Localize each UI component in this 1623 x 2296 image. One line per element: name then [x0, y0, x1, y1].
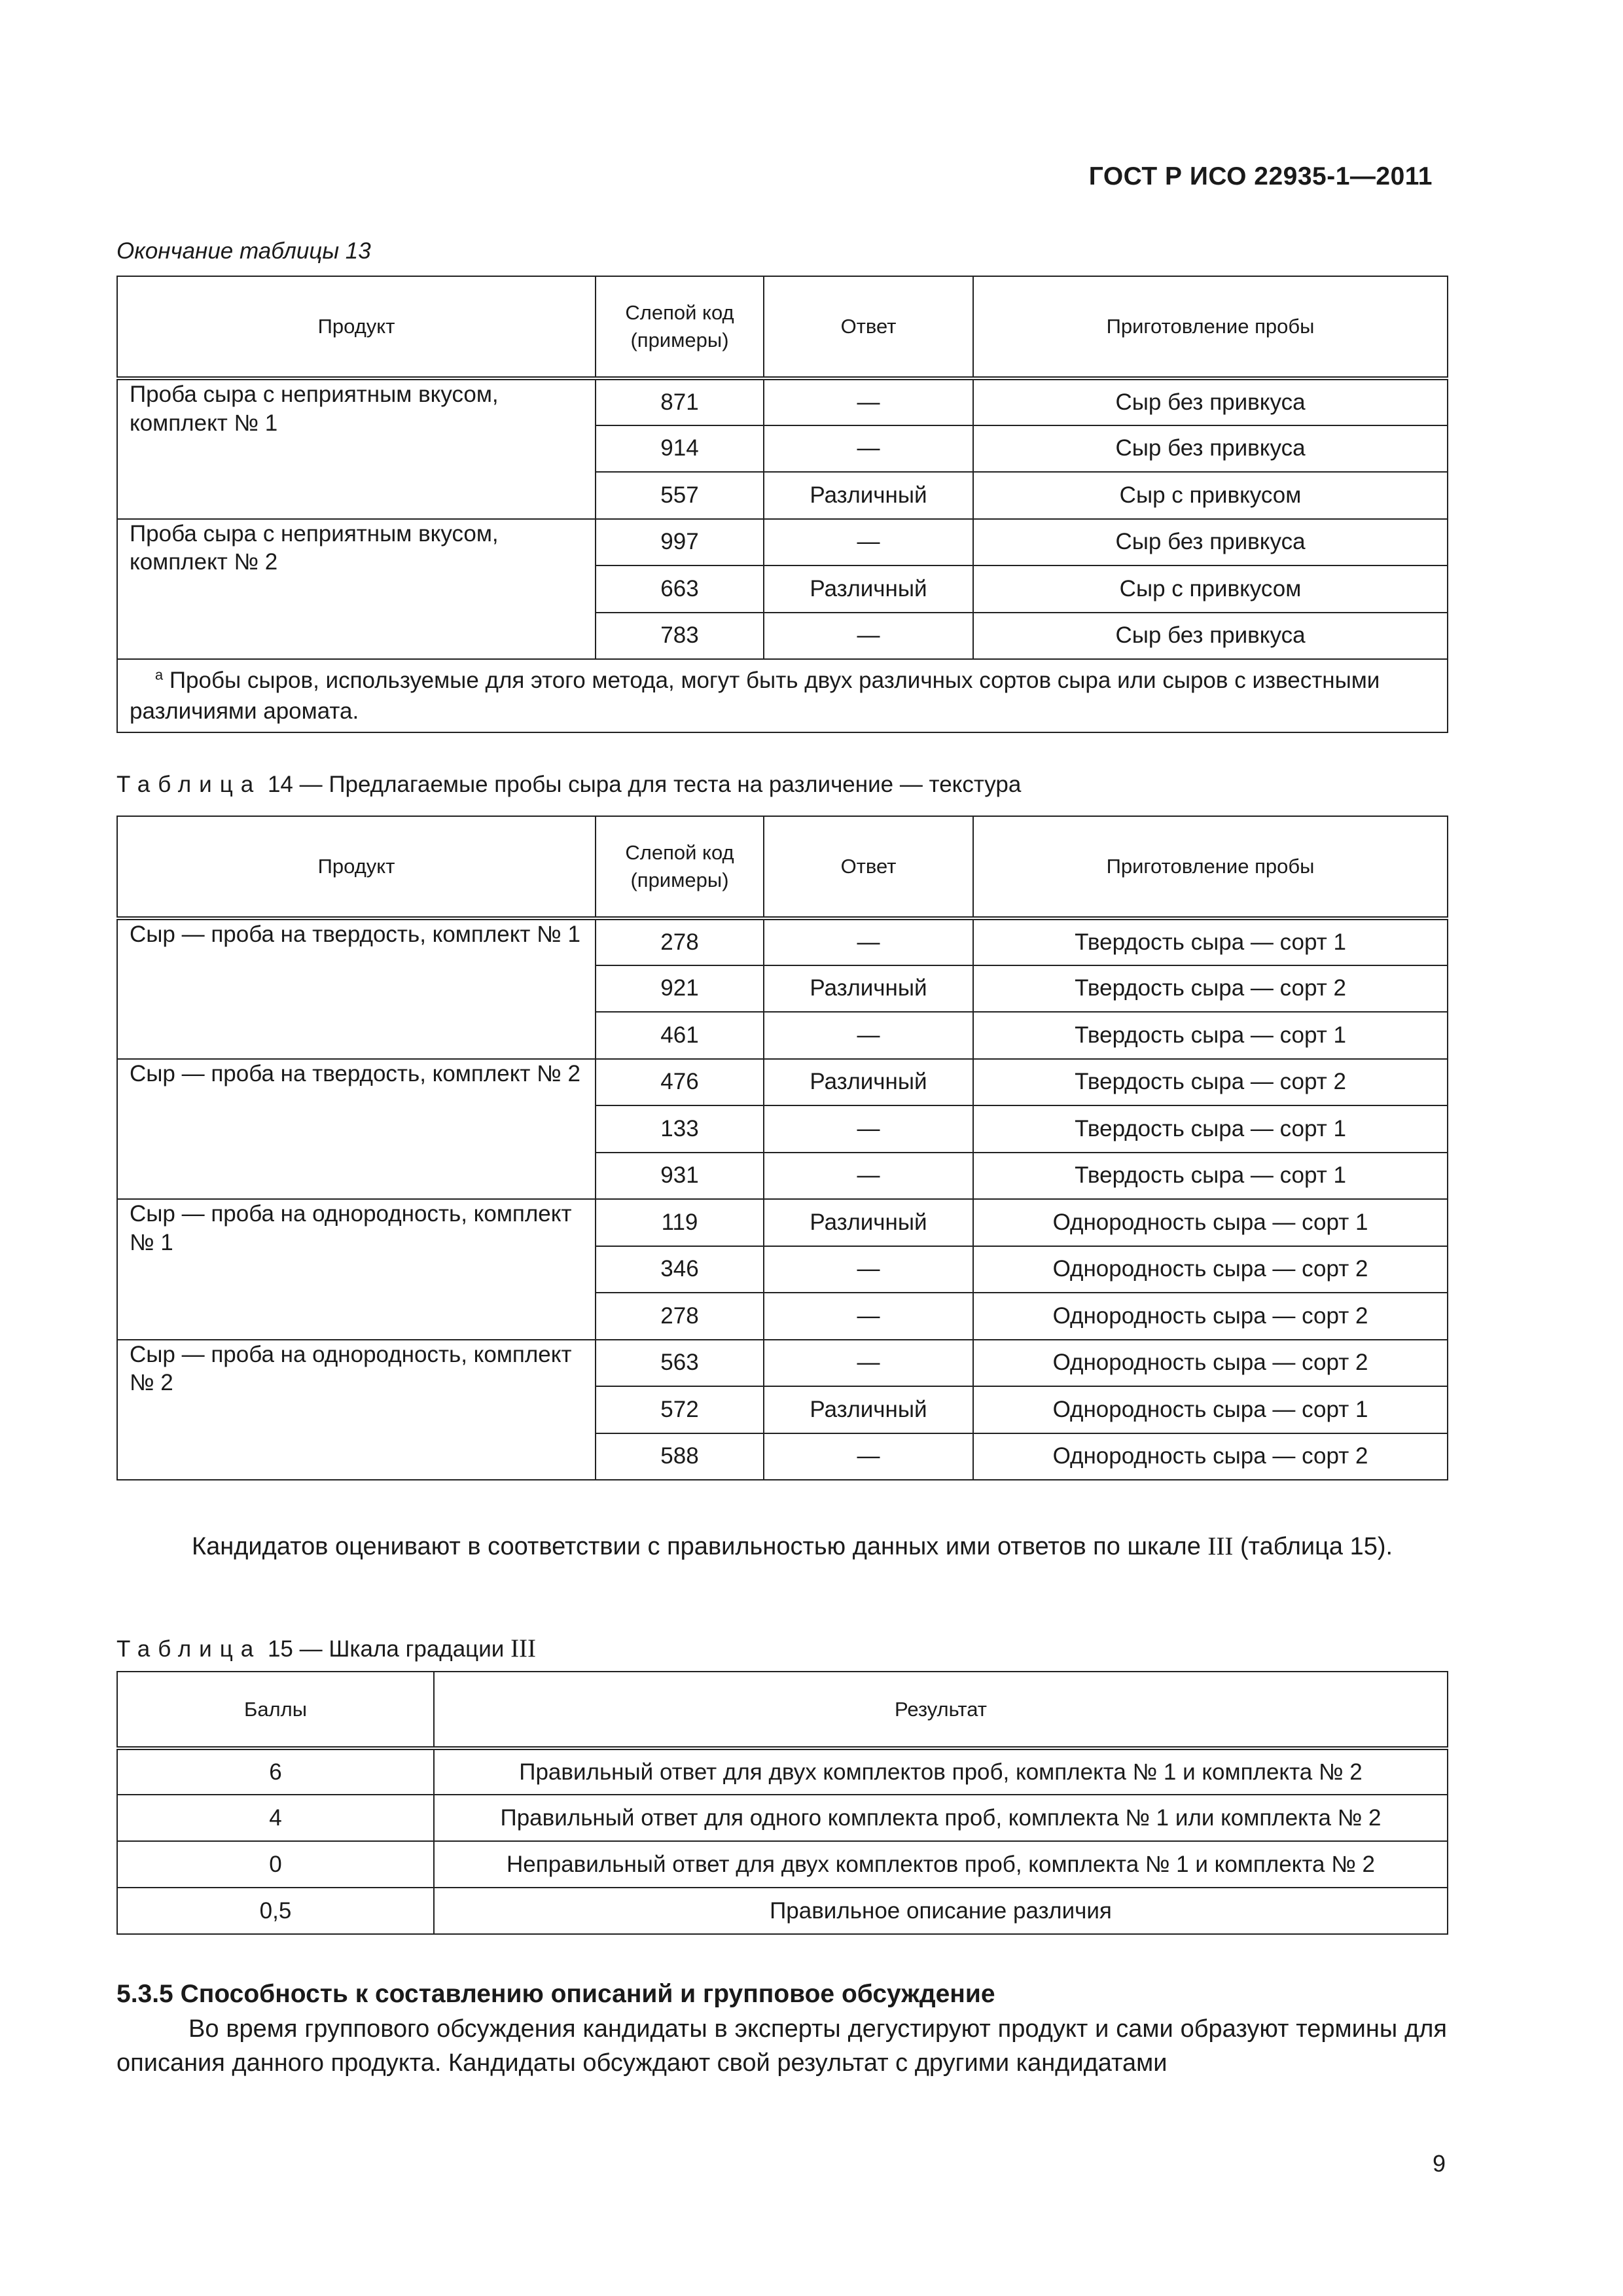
points-cell: 4: [117, 1795, 434, 1841]
answer-cell: —: [764, 1433, 973, 1480]
table-row: [117, 378, 1448, 425]
code-cell: 563: [596, 1340, 764, 1387]
result-cell: Правильное описание различия: [434, 1888, 1448, 1934]
section-paragraph: Во время группового обсуждения кандидаты в эксперты дегустируют продукт и сами образуют термины для описания данного продукта. Кандидаты обсуждают свой результат с другими кандидатами: [116, 2015, 1447, 2077]
result-cell: Правильный ответ для одного комплекта проб, комплекта № 1 или комплекта № 2: [434, 1795, 1448, 1841]
table-caption-text: 15 — Шкала градации: [267, 1636, 505, 1662]
scale-numeral: III: [1207, 1532, 1234, 1560]
paragraph-text: Кандидатов оценивают в соответствии с правильностью данных ими ответов по шкале: [192, 1533, 1201, 1560]
table-row: [117, 1795, 1448, 1841]
answer-cell: Различный: [764, 1059, 973, 1106]
page-number: 9: [1432, 2150, 1446, 2177]
scale-paragraph: [116, 1530, 1447, 1564]
preparation-cell: Однородность сыра — сорт 2: [973, 1246, 1448, 1293]
code-cell: 663: [596, 565, 764, 613]
product-cell: Проба сыра с неприятным вкусом, комплект № 2: [117, 519, 596, 660]
document-code-header: ГОСТ Р ИСО 22935-1—2011: [1088, 162, 1433, 190]
preparation-cell: Твердость сыра — сорт 2: [973, 965, 1448, 1013]
table-caption-numeral: III: [510, 1634, 537, 1662]
product-cell: Сыр — проба на твердость, комплект № 1: [117, 918, 596, 1059]
answer-cell: Различный: [764, 565, 973, 613]
column-header-blind-code: Слепой код (примеры): [596, 816, 764, 918]
table-row: [117, 1199, 1448, 1246]
table-15: [116, 1671, 1448, 1935]
product-cell: Проба сыра с неприятным вкусом, комплект № 1: [117, 378, 596, 519]
column-header-answer: Ответ: [764, 816, 973, 918]
code-cell: 588: [596, 1433, 764, 1480]
code-cell: 557: [596, 472, 764, 519]
preparation-cell: Сыр с привкусом: [973, 565, 1448, 613]
column-header-product: Продукт: [117, 276, 596, 378]
answer-cell: —: [764, 918, 973, 965]
table-caption-word: Таблица: [116, 772, 262, 797]
column-header-blind-code: Слепой код (примеры): [596, 276, 764, 378]
answer-cell: —: [764, 519, 973, 566]
answer-cell: —: [764, 425, 973, 473]
preparation-cell: Однородность сыра — сорт 1: [973, 1199, 1448, 1246]
footnote-text: Пробы сыров, используемые для этого метода, могут быть двух различных сортов сыра или сыров с известными различиями аромата.: [130, 667, 1380, 724]
table-14: [116, 816, 1448, 1480]
preparation-cell: Сыр без привкуса: [973, 425, 1448, 473]
preparation-cell: Однородность сыра — сорт 2: [973, 1340, 1448, 1387]
preparation-cell: Твердость сыра — сорт 1: [973, 1105, 1448, 1153]
answer-cell: —: [764, 1153, 973, 1200]
table-caption-text: 14 — Предлагаемые пробы сыра для теста на различение — текстура: [267, 772, 1022, 797]
table15-caption: [116, 1634, 536, 1663]
column-header-product: Продукт: [117, 816, 596, 918]
code-cell: 346: [596, 1246, 764, 1293]
column-header-preparation: Приготовление пробы: [973, 816, 1448, 918]
table-caption-word: Таблица: [116, 1636, 262, 1662]
footnote-mark: а: [154, 666, 164, 683]
column-header-answer: Ответ: [764, 276, 973, 378]
table-row: [117, 1340, 1448, 1387]
code-cell: 921: [596, 965, 764, 1013]
table-row: [117, 1748, 1448, 1795]
table-row: [117, 519, 1448, 566]
section-title: Способность к составлению описаний и групповое обсуждение: [180, 1980, 995, 2008]
preparation-cell: Твердость сыра — сорт 2: [973, 1059, 1448, 1106]
preparation-cell: Однородность сыра — сорт 1: [973, 1386, 1448, 1433]
code-cell: 119: [596, 1199, 764, 1246]
column-header-result: Результат: [434, 1672, 1448, 1748]
column-header-preparation: Приготовление пробы: [973, 276, 1448, 378]
table13-footnote: [117, 659, 1448, 732]
table-row: [117, 1888, 1448, 1934]
preparation-cell: Однородность сыра — сорт 2: [973, 1433, 1448, 1480]
product-cell: Сыр — проба на однородность, комплект № 1: [117, 1199, 596, 1340]
product-cell: Сыр — проба на твердость, комплект № 2: [117, 1059, 596, 1200]
points-cell: 6: [117, 1748, 434, 1795]
table-row: [117, 1059, 1448, 1106]
answer-cell: —: [764, 1340, 973, 1387]
preparation-cell: Твердость сыра — сорт 1: [973, 918, 1448, 965]
product-cell: Сыр — проба на однородность, комплект № 2: [117, 1340, 596, 1480]
code-cell: 461: [596, 1012, 764, 1059]
points-cell: 0: [117, 1841, 434, 1888]
table13-continuation-label: Окончание таблицы 13: [116, 238, 371, 264]
preparation-cell: Сыр без привкуса: [973, 519, 1448, 566]
answer-cell: Различный: [764, 1199, 973, 1246]
table-13: [116, 276, 1448, 733]
answer-cell: —: [764, 613, 973, 660]
section-heading: [116, 1980, 995, 2009]
section-number: 5.3.5: [116, 1980, 173, 2008]
preparation-cell: Сыр с привкусом: [973, 472, 1448, 519]
answer-cell: —: [764, 1012, 973, 1059]
preparation-cell: Твердость сыра — сорт 1: [973, 1153, 1448, 1200]
code-cell: 278: [596, 1293, 764, 1340]
result-cell: Правильный ответ для двух комплектов проб, комплекта № 1 и комплекта № 2: [434, 1748, 1448, 1795]
result-cell: Неправильный ответ для двух комплектов проб, комплекта № 1 и комплекта № 2: [434, 1841, 1448, 1888]
code-cell: 278: [596, 918, 764, 965]
answer-cell: —: [764, 378, 973, 425]
code-cell: 476: [596, 1059, 764, 1106]
table-row: [117, 1841, 1448, 1888]
code-cell: 871: [596, 378, 764, 425]
preparation-cell: Однородность сыра — сорт 2: [973, 1293, 1448, 1340]
preparation-cell: Сыр без привкуса: [973, 378, 1448, 425]
table14-caption: [116, 772, 1021, 798]
answer-cell: —: [764, 1105, 973, 1153]
answer-cell: Различный: [764, 1386, 973, 1433]
answer-cell: Различный: [764, 965, 973, 1013]
code-cell: 783: [596, 613, 764, 660]
code-cell: 997: [596, 519, 764, 566]
column-header-points: Баллы: [117, 1672, 434, 1748]
code-cell: 914: [596, 425, 764, 473]
preparation-cell: Твердость сыра — сорт 1: [973, 1012, 1448, 1059]
code-cell: 931: [596, 1153, 764, 1200]
paragraph-text-end: (таблица 15).: [1240, 1533, 1393, 1560]
code-cell: 572: [596, 1386, 764, 1433]
answer-cell: —: [764, 1293, 973, 1340]
points-cell: 0,5: [117, 1888, 434, 1934]
answer-cell: —: [764, 1246, 973, 1293]
table-row: [117, 918, 1448, 965]
preparation-cell: Сыр без привкуса: [973, 613, 1448, 660]
answer-cell: Различный: [764, 472, 973, 519]
code-cell: 133: [596, 1105, 764, 1153]
